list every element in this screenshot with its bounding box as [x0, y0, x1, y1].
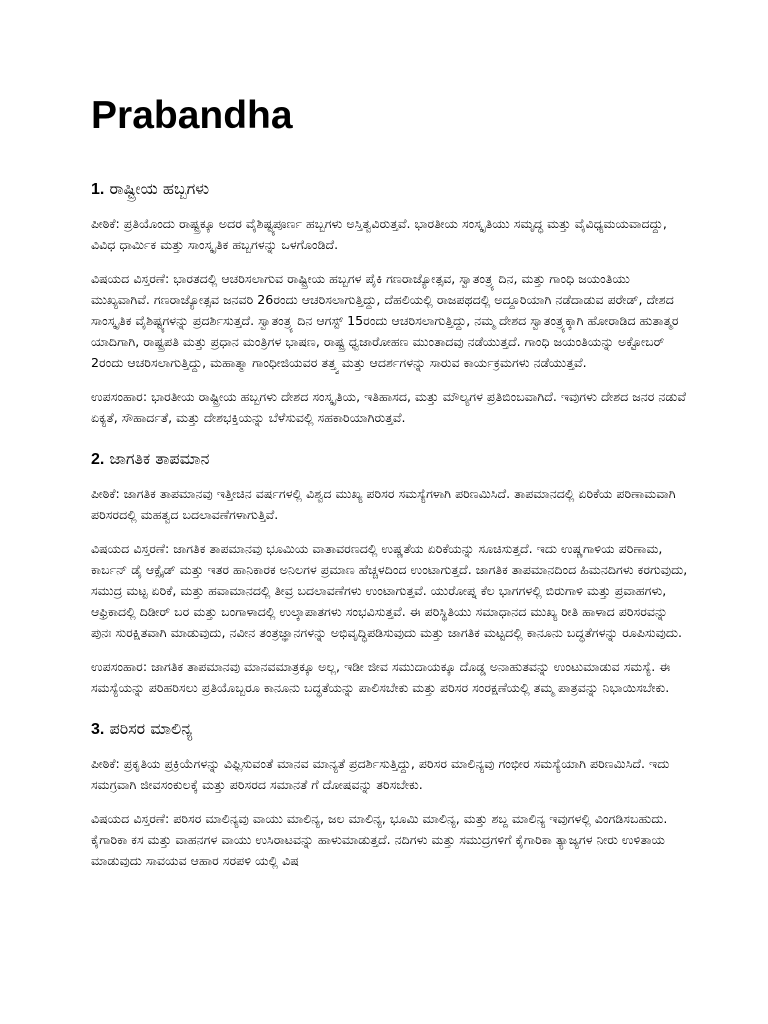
paragraph-label: ಪೀಠಿಕೆ: [91, 756, 120, 771]
paragraph-introduction [91, 753, 691, 795]
paragraph-conclusion [91, 386, 691, 428]
paragraph-label: ಉಪಸಂಹಾರ: [91, 389, 148, 404]
paragraph-text: ಭಾರತದಲ್ಲಿ ಆಚರಿಸಲಾಗುವ ರಾಷ್ಟ್ರೀಯ ಹಬ್ಬಗಳ ಪೈಕಿ ಗಣರಾಜ್ಯೋತ್ಸವ, ಸ್ವಾತಂತ್ರ್ಯ ದಿನ, ಮತ್ತು ಗಾಂಧಿ ಜಯಂತಿಯು ಮುಖ್ಯವಾಗಿವೆ. ಗಣರಾಜ್ಯೋತ್ಸವ ಜನವರಿ 26ರಂದು ಆಚರಿಸಲಾಗುತ್ತಿದ್ದು, ದೆಹಲಿಯಲ್ಲಿ ರಾಜಪಥದಲ್ಲಿ ಅದ್ದೂರಿಯಾಗಿ ನಡೆದಾಡುವ ಪರೇಡ್, ದೇಶದ ಸಾಂಸ್ಕೃತಿಕ ವೈಶಿಷ್ಟ್ಯಗಳನ್ನು ಪ್ರದರ್ಶಿಸುತ್ತದೆ. ಸ್ವಾತಂತ್ರ್ಯ ದಿನ ಆಗಸ್ಟ್ 15ರಂದು ಆಚರಿಸಲಾಗುತ್ತಿದ್ದು, ನಮ್ಮ ದೇಶದ ಸ್ವಾತಂತ್ರ್ಯಕ್ಕಾಗಿ ಹೋರಾಡಿದ ಹುತಾತ್ಮರ ಯಾದಿಗಾಗಿ, ರಾಷ್ಟ್ರಪತಿ ಮತ್ತು ಪ್ರಧಾನ ಮಂತ್ರಿಗಳ ಭಾಷಣ, ರಾಷ್ಟ್ರ ಧ್ವಜಾರೋಹಣ ಮುಂತಾದವು ನಡೆಯುತ್ತದೆ. ಗಾಂಧಿ ಜಯಂತಿಯನ್ನು ಅಕ್ಟೋಬರ್ 2ರಂದು ಆಚರಿಸಲಾಗುತ್ತಿದ್ದು, ಮಹಾತ್ಮಾ ಗಾಂಧೀಜಿಯವರ ತತ್ತ್ವ ಮತ್ತು ಆದರ್ಶಗಳನ್ನು ಸಾರುವ ಕಾರ್ಯಕ್ರಮಗಳು ನಡೆಯುತ್ತವೆ. [91, 271, 679, 370]
section-national-festivals [91, 178, 691, 428]
section-number: 2. [91, 451, 105, 468]
section-number: 1. [91, 181, 105, 198]
section-heading [91, 718, 691, 741]
paragraph-introduction [91, 483, 691, 525]
paragraph-introduction [91, 213, 691, 255]
section-title: ಜಾಗತಿಕ ತಾಪಮಾನ [109, 449, 210, 468]
paragraph-text: ಪ್ರಕೃತಿಯ ಪ್ರಕ್ರಿಯೆಗಳನ್ನು ವಿಫ್ಲಿಸುವಂತೆ ಮಾನವ ಮಾನ್ಯತೆ ಪ್ರದರ್ಶಿಸುತ್ತಿದ್ದು, ಪರಿಸರ ಮಾಲಿನ್ಯವು ಗಂಭೀರ ಸಮಸ್ಯೆಯಾಗಿ ಪರಿಣಮಿಸಿದೆ. ಇದು ಸಮಗ್ರವಾಗಿ ಜೀವಸಂಕುಲಕ್ಕೆ ಮತ್ತು ಪರಿಸರದ ಸಮಾನತೆ ಗೆ ದೋಷವನ್ನು ತರಿಸಬೇಕು. [91, 756, 670, 792]
section-title: ಪರಿಸರ ಮಾಲಿನ್ಯ [109, 719, 193, 738]
section-heading [91, 448, 691, 471]
paragraph-elaboration [91, 268, 691, 373]
section-global-warming [91, 448, 691, 698]
paragraph-label: ವಿಷಯದ ವಿಸ್ತರಣೆ: [91, 271, 170, 286]
section-environmental-pollution [91, 718, 691, 871]
paragraph-text: ಜಾಗತಿಕ ತಾಪಮಾನವು ಇತ್ತೀಚಿನ ವರ್ಷಗಳಲ್ಲಿ ವಿಶ್ವದ ಮುಖ್ಯ ಪರಿಸರ ಸಮಸ್ಯೆಗಳಾಗಿ ಪರಿಣಮಿಸಿದೆ. ತಾಪಮಾನದಲ್ಲಿ ಏರಿಕೆಯ ಪರಿಣಾಮವಾಗಿ ಪರಿಸರದಲ್ಲಿ ಮಹತ್ವದ ಬದಲಾವಣೆಗಳಾಗುತ್ತಿವೆ. [91, 486, 676, 522]
paragraph-text: ಪ್ರತಿಯೊಂದು ರಾಷ್ಟ್ರಕ್ಕೂ ಅದರ ವೈಶಿಷ್ಟ್ಯಪೂರ್ಣ ಹಬ್ಬಗಳು ಅಸ್ತಿತ್ವವಿರುತ್ತವೆ. ಭಾರತೀಯ ಸಂಸ್ಕೃತಿಯು ಸಮೃದ್ಧ ಮತ್ತು ವೈವಿಧ್ಯಮಯವಾದದ್ದು, ವಿವಿಧ ಧಾರ್ಮಿಕ ಮತ್ತು ಸಾಂಸ್ಕೃತಿಕ ಹಬ್ಬಗಳನ್ನು ಒಳಗೊಂಡಿದೆ. [91, 216, 667, 252]
section-number: 3. [91, 721, 105, 738]
paragraph-text: ಪರಿಸರ ಮಾಲಿನ್ಯವು ವಾಯು ಮಾಲಿನ್ಯ, ಜಲ ಮಾಲಿನ್ಯ, ಭೂಮಿ ಮಾಲಿನ್ಯ, ಮತ್ತು ಶಬ್ದ ಮಾಲಿನ್ಯ ಇವುಗಳಲ್ಲಿ ವಿಂಗಡಿಸಬಹುದು. ಕೈಗಾರಿಕಾ ಕಸ ಮತ್ತು ವಾಹನಗಳ ವಾಯು ಉಸಿರಾಟವನ್ನು ಹಾಳುಮಾಡುತ್ತದೆ. ನದಿಗಳು ಮತ್ತು ಸಮುದ್ರಗಳಿಗೆ ಕೈಗಾರಿಕಾ ತ್ಯಾಜ್ಯಗಳ ನೀರು ಉಳಿತಾಯ ಮಾಡುವುದು ಸಾವಯವ ಆಹಾರ ಸರಪಳಿ ಯಲ್ಲಿ ವಿಷ [91, 811, 668, 868]
paragraph-text: ಭಾರತೀಯ ರಾಷ್ಟ್ರೀಯ ಹಬ್ಬಗಳು ದೇಶದ ಸಂಸ್ಕೃತಿಯ, ಇತಿಹಾಸದ, ಮತ್ತು ಮೌಲ್ಯಗಳ ಪ್ರತಿಬಿಂಬವಾಗಿದೆ. ಇವುಗಳು ದೇಶದ ಜನರ ನಡುವೆ ಏಕ್ಯತೆ, ಸೌಹಾರ್ದತೆ, ಮತ್ತು ದೇಶಭಕ್ತಿಯನ್ನು ಬೆಳೆಸುವಲ್ಲಿ ಸಹಕಾರಿಯಾಗಿರುತ್ತವೆ. [91, 389, 687, 425]
paragraph-elaboration [91, 808, 691, 871]
paragraph-elaboration [91, 538, 691, 643]
paragraph-label: ವಿಷಯದ ವಿಸ್ತರಣೆ: [91, 541, 170, 556]
section-title: ರಾಷ್ಟ್ರೀಯ ಹಬ್ಬಗಳು [109, 179, 210, 198]
paragraph-conclusion [91, 656, 691, 698]
paragraph-label: ಪೀಠಿಕೆ: [91, 486, 120, 501]
paragraph-label: ಉಪಸಂಹಾರ: [91, 659, 148, 674]
section-heading [91, 178, 691, 201]
document-page [91, 92, 691, 884]
paragraph-text: ಜಾಗತಿಕ ತಾಪಮಾನವು ಭೂಮಿಯ ವಾತಾವರಣದಲ್ಲಿ ಉಷ್ಣತೆಯ ಏರಿಕೆಯನ್ನು ಸೂಚಿಸುತ್ತದೆ. ಇದು ಉಷ್ಣಗಾಳಿಯ ಪರಿಣಾಮ, ಕಾರ್ಬನ್ ಡೈ ಆಕ್ಸೈಡ್ ಮತ್ತು ಇತರ ಹಾನಿಕಾರಕ ಅನಿಲಗಳ ಪ್ರಮಾಣ ಹೆಚ್ಚಳದಿಂದ ಉಂಟಾಗುತ್ತದೆ. ಜಾಗತಿಕ ತಾಪಮಾನದಿಂದ ಹಿಮನದಿಗಳು ಕರಗುವುದು, ಸಮುದ್ರ ಮಟ್ಟ ಏರಿಕೆ, ಮತ್ತು ಹವಾಮಾನದಲ್ಲಿ ತೀವ್ರ ಬದಲಾವಣೆಗಳು ಉಂಟಾಗುತ್ತವೆ. ಯುರೋಪ್ನ ಕೆಲ ಭಾಗಗಳಲ್ಲಿ ಬಿರುಗಾಳಿ ಮತ್ತು ಪ್ರವಾಹಗಳು, ಆಫ್ರಿಕಾದಲ್ಲಿ ದಿಡೀರ್ ಬರ ಮತ್ತು ಬಂಗಾಳಾದಲ್ಲಿ ಉಲ್ಕಾಪಾತಗಳು ಸಂಭವಿಸುತ್ತವೆ. ಈ ಪರಿಸ್ಥಿತಿಯು ಸಮಾಧಾನದ ಮುಖ್ಯ ರೀತಿ ಹಾಳಾದ ಪರಿಸರವನ್ನು ಪುನಃ ಸುರಕ್ಷಿತವಾಗಿ ಮಾಡುವುದು, ನವೀನ ತಂತ್ರಜ್ಞಾನಗಳನ್ನು ಅಭಿವೃದ್ಧಿಪಡಿಸುವುದು ಮತ್ತು ಜಾಗತಿಕ ಮಟ್ಟದಲ್ಲಿ ಕಾನೂನು ಬದ್ಧತೆಗಳನ್ನು ರೂಪಿಸುವುದು. [91, 541, 688, 640]
paragraph-label: ಪೀಠಿಕೆ: [91, 216, 120, 231]
paragraph-text: ಜಾಗತಿಕ ತಾಪಮಾನವು ಮಾನವಮಾತ್ರಕ್ಕೂ ಅಲ್ಲ, ಇಡೀ ಜೀವ ಸಮುದಾಯಕ್ಕೂ ದೊಡ್ಡ ಅನಾಹುತವನ್ನು ಉಂಟುಮಾಡುವ ಸಮಸ್ಯೆ. ಈ ಸಮಸ್ಯೆಯನ್ನು ಪರಿಹರಿಸಲು ಪ್ರತಿಯೊಬ್ಬರೂ ಕಾನೂನು ಬದ್ಧತೆಯನ್ನು ಪಾಲಿಸಬೇಕು ಮತ್ತು ಪರಿಸರ ಸಂರಕ್ಷಣೆಯಲ್ಲಿ ತಮ್ಮ ಪಾತ್ರವನ್ನು ನಿಭಾಯಿಸಬೇಕು. [91, 659, 671, 695]
paragraph-label: ವಿಷಯದ ವಿಸ್ತರಣೆ: [91, 811, 170, 826]
document-title: Prabandha [91, 94, 293, 137]
